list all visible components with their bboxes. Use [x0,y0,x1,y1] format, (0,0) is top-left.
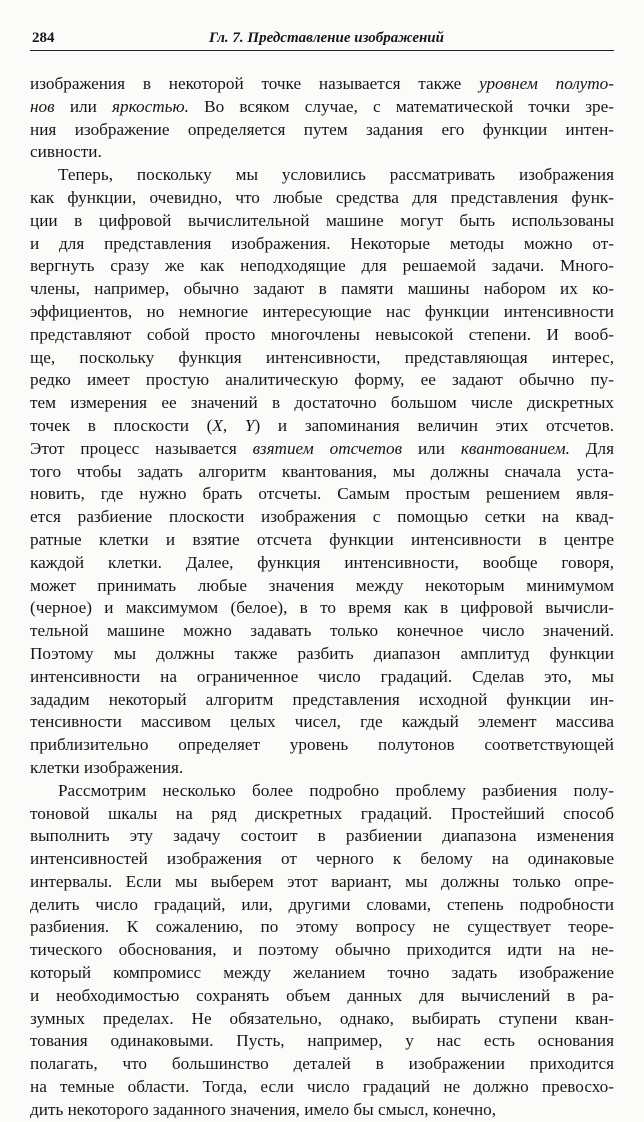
text-line [30,347,614,370]
text-line [30,255,614,278]
text-line [30,233,614,256]
text-segment: клетки изображения. [30,757,184,777]
text-segment: выполнить эту задачу состоит в разбиении диапазона изменения [30,826,614,846]
text-line [30,803,614,826]
chapter-label: Гл. 7. [208,30,244,46]
text-line [30,506,614,529]
text-segment: тоновой шкалы на ряд дискретных градаций. Простейший способ [30,803,614,823]
text-segment: ния изображение определяется путем задания его функции интен- [30,119,614,139]
text-segment: тования одинаковыми. Пусть, например, у нас есть основания [30,1031,614,1051]
text-line [30,392,614,415]
text-line [30,461,614,484]
text-segment: ратные клетки и взятие отсчета функции интенсивности в центре [30,529,614,549]
running-head [209,30,444,47]
text-segment: зададим некоторый алгоритм представления исходной функции ин- [30,689,614,709]
text-line [30,369,614,392]
text-segment: новить, где нужно брать отсчеты. Самым простым решением явля- [30,484,614,504]
italic-term: взятием отсчетов [252,438,403,458]
text-line [30,1053,614,1076]
text-segment: Для [569,438,614,458]
text-segment: , [222,415,245,435]
text-line [30,894,614,917]
text-segment: полагать, что большинство деталей в изображении приходится [30,1054,614,1074]
text-segment: как функции, очевидно, что любые средства для представления функ- [30,187,614,207]
text-segment: Во всяком случае, с математической точки зре- [188,96,615,116]
text-segment: ) и запоминания величин этих отсчетов. [254,415,614,435]
text-line [30,689,614,712]
text-segment: интервалы. Если мы выберем этот вариант, мы должны только опре- [30,871,614,891]
text-segment: может принимать любые значения между некоторым минимумом [30,575,614,595]
italic-term: Y [244,415,255,435]
text-line [30,711,614,734]
text-segment: сивности. [30,142,102,162]
italic-term: уровнем полуто- [479,74,614,93]
text-line [30,324,614,347]
italic-term: яркостью. [112,96,189,116]
text-segment: Теперь, поскольку мы условились рассматривать изображения [58,165,614,185]
text-segment: ется разбиение плоскости изображения с помощью сетки на квад- [30,507,614,527]
text-segment: представляют собой просто многочлены невысокой степени. И вооб- [30,324,614,344]
text-segment: того чтобы задать алгоритм квантования, мы должны сначала уста- [30,461,614,481]
chapter-title: Представление изображений [247,30,444,46]
paragraph [30,164,614,780]
text-segment: на темные области. Тогда, если число градаций не должно превосхо- [30,1077,614,1097]
page-number: 284 [32,30,55,46]
text-segment: разбиения. К сожалению, по этому вопросу не существует теоре- [30,917,614,937]
text-line [30,643,614,666]
text-line [30,73,614,96]
text-line [30,141,614,164]
page-header [30,28,614,51]
text-line [30,985,614,1008]
text-line [30,575,614,598]
text-segment: который компромисс между желанием точно задать изображение [30,963,614,983]
text-line [30,552,614,575]
text-line [30,96,614,119]
text-line [30,119,614,142]
text-segment: Поэтому мы должны также разбить диапазон амплитуд функции [30,643,614,663]
text-line [30,939,614,962]
text-line [30,825,614,848]
text-line [30,962,614,985]
text-segment: члены, например, обычно задают в памяти машины набором их ко- [30,279,614,299]
text-segment: ции в цифровой вычислительной машине могут быть использованы [30,210,614,230]
paragraph [30,780,614,1122]
text-line [30,916,614,939]
text-segment: тельной машине можно задавать только конечное число значений. [30,621,614,641]
text-segment: ще, поскольку функция интенсивности, представляющая интерес, [30,347,614,367]
text-line [30,1030,614,1053]
text-line [30,848,614,871]
text-line [30,780,614,803]
text-line [30,597,614,620]
text-segment: Рассмотрим несколько более подробно проблему разбиения полу- [58,780,614,800]
text-segment: каждой клетки. Далее, функция интенсивности, вообще говоря, [30,552,614,572]
text-segment: изображения в некоторой точке называется также [30,74,480,93]
text-segment: тического обоснования, и поэтому обычно приходится идти на не- [30,940,614,960]
text-line [30,757,614,780]
text-line [30,1076,614,1099]
text-segment: приблизительно определяет уровень полутонов соответствующей [30,735,614,755]
text-segment: или [402,438,461,458]
text-line [30,483,614,506]
text-line [30,1008,614,1031]
text-segment: (черное) и максимумом (белое), в то время как в цифровой вычисли- [30,598,614,618]
text-line [30,438,614,461]
text-line [30,278,614,301]
text-segment: эффициентов, но немногие интересующие нас функции интенсивности [30,301,614,321]
text-segment: тенсивности массивом целых чисел, где каждый элемент массива [30,712,614,732]
text-line [30,187,614,210]
text-line [30,871,614,894]
text-line [30,210,614,233]
text-line [30,1099,614,1122]
text-segment: точек в плоскости ( [30,415,213,435]
text-segment: Этот процесс называется [30,438,253,458]
text-segment: вергнуть сразу же как неподходящие для решаемой задачи. Много- [30,256,614,276]
text-line [30,415,614,438]
text-segment: редко имеет простую аналитическую форму, ее задают обычно пу- [30,370,614,390]
text-segment: тем измерения ее значений в достаточно большом числе дискретных [30,393,614,413]
text-segment: или [54,96,113,116]
text-segment: и для представления изображения. Некоторые методы можно от- [30,233,614,253]
italic-term: X [212,415,223,435]
text-segment: зумных пределах. Не обязательно, однако, выбирать ступени кван- [30,1008,614,1028]
italic-term: квантованием. [460,438,570,458]
text-line [30,164,614,187]
text-line [30,666,614,689]
italic-term: нов [30,96,55,116]
text-line [30,620,614,643]
text-segment: делить число градаций, или, другими словами, степень подробности [30,894,614,914]
text-segment: и необходимостью сохранять объем данных для вычислений в ра- [30,985,614,1005]
text-segment: интенсивностей изображения от черного к белому на одинаковые [30,849,614,869]
text-line [30,734,614,757]
text-segment: интенсивности на ограниченное число градаций. Сделав это, мы [30,666,614,686]
paragraph [30,73,614,164]
text-segment: дить некоторого заданного значения, имело бы смысл, конечно, [30,1099,497,1119]
body-text [30,73,614,1122]
text-line [30,529,614,552]
text-line [30,301,614,324]
